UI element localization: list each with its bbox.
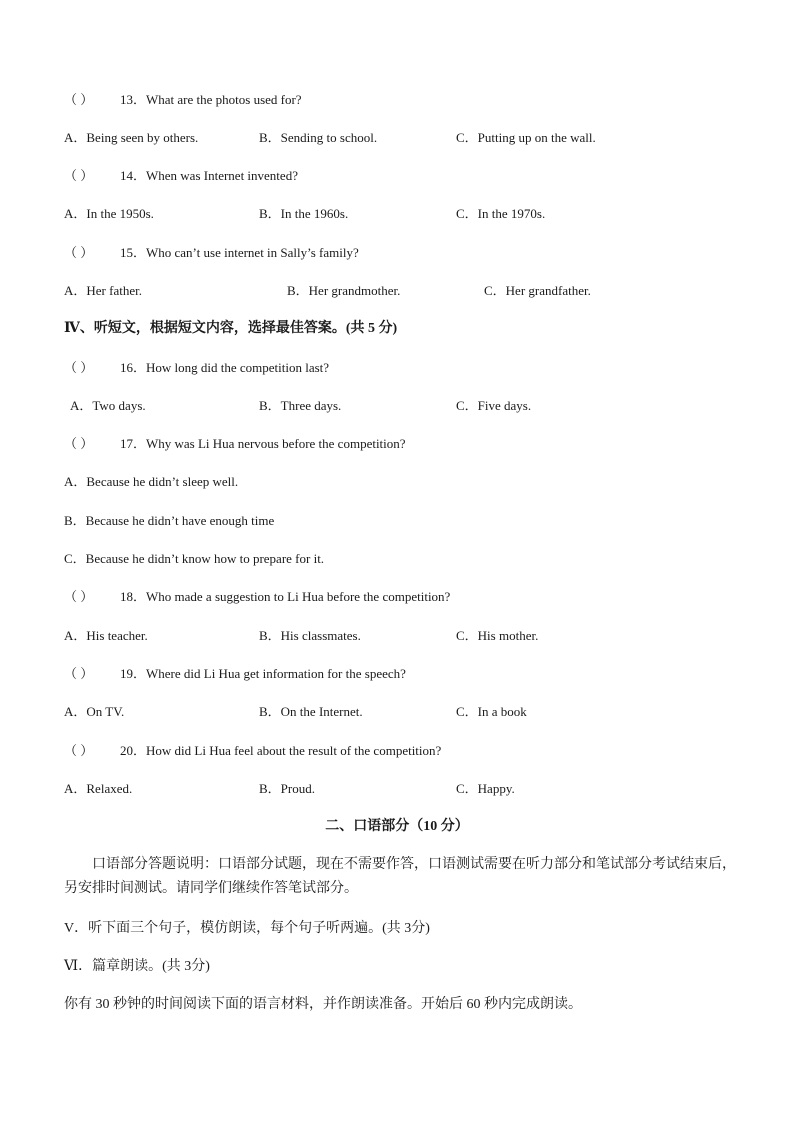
section-v-title: V．听下面三个句子，模仿朗读，每个句子听两遍。(共 3分) [64,921,430,936]
answer-blank[interactable]: （ ） [64,168,94,183]
question-15 [64,244,359,262]
option-b[interactable]: B．Because he didn’t have enough time [64,513,275,528]
answer-blank[interactable]: （ ） [64,436,94,451]
option-a[interactable]: A．In the 1950s. [64,206,154,221]
question-text: 17．Why was Li Hua nervous before the competition? [120,436,406,451]
option-b[interactable]: B．Sending to school. [259,130,378,145]
option-a[interactable]: A．Being seen by others. [64,130,199,145]
question-14 [64,167,298,185]
options-20 [64,780,744,798]
option-b[interactable]: B．Proud. [259,781,315,796]
option-a[interactable]: A．Because he didn’t sleep well. [64,474,239,489]
question-text: 20．How did Li Hua feel about the result of the competition? [120,743,442,758]
option-c[interactable]: C．Happy. [456,781,515,796]
question-text: 13．What are the photos used for? [120,92,302,107]
reading-instruction: 你有 30 秒钟的时间阅读下面的语言材料，并作朗读准备。开始后 60 秒内完成朗读。 [64,997,582,1012]
option-a[interactable]: A．Relaxed. [64,781,133,796]
option-a[interactable]: A．On TV. [64,704,125,719]
option-b[interactable]: B．On the Internet. [259,704,363,719]
answer-blank[interactable]: （ ） [64,360,94,375]
question-17 [64,435,406,453]
option-c[interactable]: C．Putting up on the wall. [456,130,596,145]
options-14 [64,205,744,223]
question-text: 15．Who can’t use internet in Sally’s family? [120,245,359,260]
section-iv-title: Ⅳ、听短文，根据短文内容，选择最佳答案。(共 5 分) [64,321,398,336]
options-13 [64,129,744,147]
option-a[interactable]: A．Her father. [64,283,142,298]
option-b[interactable]: B．Three days. [259,398,342,413]
option-c[interactable]: C．Her grandfather. [484,283,591,298]
question-18 [64,588,450,606]
option-c[interactable]: C．Because he didn’t know how to prepare for it. [64,551,325,566]
option-b[interactable]: B．In the 1960s. [259,206,349,221]
answer-blank[interactable]: （ ） [64,245,94,260]
option-a[interactable]: A．Two days. [70,398,146,413]
options-19 [64,703,744,721]
question-text: 19．Where did Li Hua get information for the speech? [120,666,406,681]
oral-section-title: 二、口语部分（10 分） [325,819,469,834]
option-c[interactable]: C．His mother. [456,628,539,643]
answer-blank[interactable]: （ ） [64,92,94,107]
question-13 [64,91,302,109]
option-b[interactable]: B．His classmates. [259,628,361,643]
question-20 [64,742,441,760]
answer-blank[interactable]: （ ） [64,743,94,758]
question-19 [64,665,406,683]
answer-blank[interactable]: （ ） [64,589,94,604]
option-c[interactable]: C．In the 1970s. [456,206,546,221]
option-c[interactable]: C．Five days. [456,398,532,413]
option-a[interactable]: A．His teacher. [64,628,148,643]
question-text: 14．When was Internet invented? [120,168,298,183]
options-15 [64,282,744,300]
question-text: 16．How long did the competition last? [120,360,330,375]
section-vi-title: Ⅵ．篇章朗读。(共 3分) [64,959,210,974]
oral-instructions: 口语部分答题说明：口语部分试题，现在不需要作答，口语测试需要在听力部分和笔试部分考试结束后，另安排时间测试。请同学们继续作答笔试部分。 [64,857,736,896]
option-c[interactable]: C．In a book [456,704,527,719]
answer-blank[interactable]: （ ） [64,666,94,681]
question-text: 18．Who made a suggestion to Li Hua before the competition? [120,589,451,604]
options-16 [64,397,744,415]
question-16 [64,359,329,377]
options-18 [64,627,744,645]
option-b[interactable]: B．Her grandmother. [287,283,401,298]
